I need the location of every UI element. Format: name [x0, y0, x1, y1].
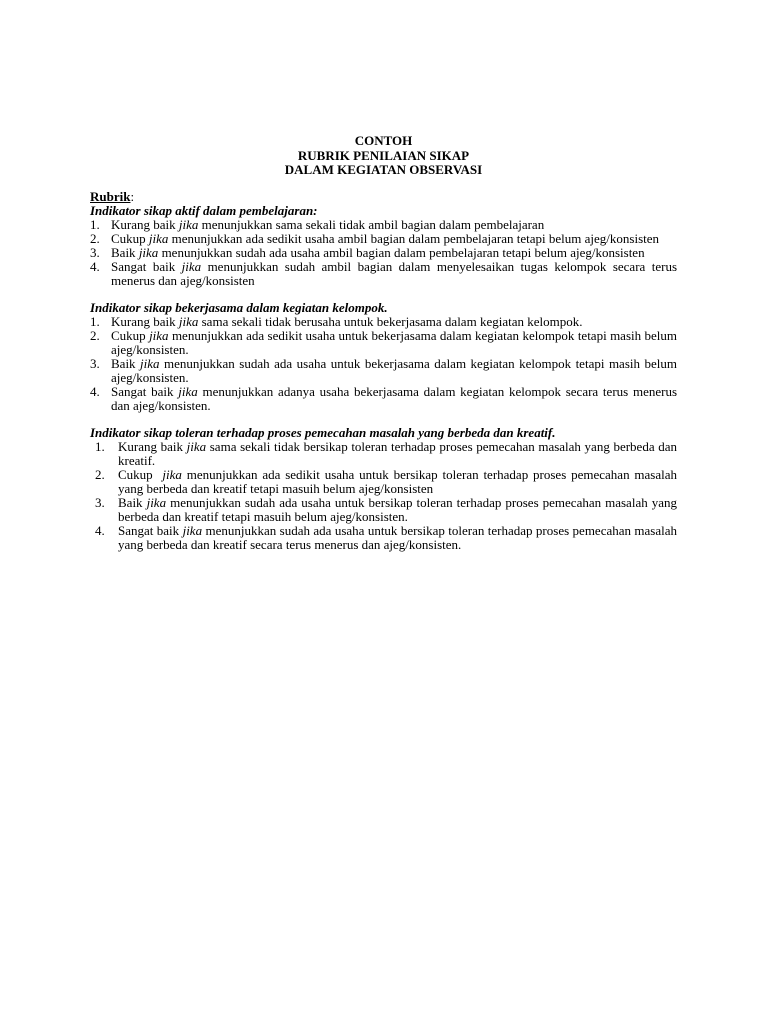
item-text-pre: Sangat baik	[111, 258, 182, 274]
item-number: 4.	[90, 258, 100, 274]
item-text-jika: jika	[148, 230, 169, 246]
list-item	[90, 440, 677, 468]
list-item	[90, 496, 677, 524]
item-text-post: menunjukkan ada sedikit usaha untuk bekerjasama dalam kegiatan kelompok tetapi masih belum ajeg/konsisten.	[111, 327, 678, 357]
indicator-title: Indikator sikap toleran terhadap proses pemecahan masalah yang berbeda dan kreatif.	[90, 424, 556, 440]
item-text-post: menunjukkan adanya usaha bekerjasama dalam kegiatan kelompok secara terus menerus dan ajeg/konsisten.	[111, 383, 677, 413]
list-item	[90, 218, 677, 232]
list-item	[90, 246, 677, 260]
rubric-sections	[90, 204, 677, 552]
item-number: 3.	[90, 244, 100, 260]
title-line-1: CONTOH	[354, 133, 413, 148]
title-line-2: RUBRIK PENILAIAN SIKAP	[297, 147, 470, 163]
criteria-list	[90, 315, 677, 413]
rubrik-label: Rubrik	[90, 188, 131, 204]
item-number: 2.	[95, 466, 105, 482]
item-text	[118, 524, 677, 552]
item-text-jika: jika	[178, 383, 198, 399]
item-text-jika: jika	[162, 466, 182, 482]
item-text-post: sama sekali tidak berusaha untuk bekerjasama dalam kegiatan kelompok.	[198, 313, 583, 329]
item-text-post: menunjukkan sudah ada usaha ambil bagian dalam pembelajaran tetapi belum ajeg/konsisten	[158, 244, 645, 260]
criteria-list	[90, 440, 677, 552]
item-text-post: menunjukkan sudah ada usaha untuk bersikap toleran terhadap proses pemecahan masalah yang berbeda dan kreatif tetapi masuih belum ajeg/konsisten.	[118, 494, 677, 524]
item-number: 2.	[90, 327, 100, 343]
item-text-pre: Baik	[111, 244, 139, 260]
item-text-jika: jika	[140, 355, 160, 371]
item-text-pre: Baik	[111, 355, 141, 371]
item-text-post: menunjukkan sudah ambil bagian dalam menyelesaikan tugas kelompok secara terus menerus dan ajeg/konsisten	[111, 258, 678, 288]
item-text-jika: jika	[146, 494, 167, 510]
list-item	[90, 357, 677, 385]
list-item	[90, 329, 677, 357]
list-item	[90, 315, 677, 329]
item-text-post: sama sekali tidak bersikap toleran terhadap proses pemecahan masalah yang berbeda dan kreatif.	[118, 438, 677, 468]
indicator-section	[90, 301, 677, 413]
item-text-jika: jika	[181, 258, 202, 274]
item-text-pre: Kurang baik	[111, 216, 179, 232]
item-number: 4.	[95, 522, 105, 538]
document-title	[90, 134, 677, 178]
indicator-title: Indikator sikap bekerjasama dalam kegiatan kelompok.	[90, 299, 388, 315]
document-page	[90, 134, 677, 552]
item-text-pre: Baik	[118, 494, 147, 510]
indicator-section	[90, 204, 677, 288]
item-text	[111, 260, 677, 288]
item-text-jika: jika	[186, 438, 207, 454]
item-text-pre: Cukup	[111, 230, 149, 246]
item-text-pre: Cukup	[111, 327, 150, 343]
list-item	[90, 260, 677, 288]
list-item	[90, 468, 677, 496]
item-number: 1.	[90, 313, 100, 329]
item-text	[111, 315, 677, 329]
item-text-jika: jika	[178, 216, 199, 232]
item-text	[111, 385, 677, 413]
item-number: 1.	[95, 438, 105, 454]
indicator-title: Indikator sikap aktif dalam pembelajaran:	[90, 202, 318, 218]
item-number: 3.	[90, 355, 100, 371]
rubrik-heading	[90, 190, 677, 204]
item-text-jika: jika	[182, 522, 203, 538]
item-text	[111, 218, 677, 232]
item-text-post: menunjukkan sama sekali tidak ambil bagian dalam pembelajaran	[198, 216, 545, 232]
item-text-pre: Sangat baik	[118, 522, 183, 538]
item-number: 4.	[90, 383, 100, 399]
item-text-pre: Cukup	[118, 466, 163, 482]
item-text	[118, 440, 677, 468]
item-text-jika: jika	[178, 313, 199, 329]
item-text	[111, 232, 677, 246]
item-text-post: menunjukkan ada sedikit usaha untuk bersikap toleran terhadap proses pemecahan masalah yang berbeda dan kreatif tetapi masuih belum ajeg/konsisten	[118, 466, 678, 496]
list-item	[90, 385, 677, 413]
item-text	[111, 329, 677, 357]
item-number: 1.	[90, 216, 100, 232]
item-text-post: menunjukkan ada sedikit usaha ambil bagian dalam pembelajaran tetapi belum ajeg/konsisten	[168, 230, 660, 246]
item-text	[111, 246, 677, 260]
item-text-post: menunjukkan sudah ada usaha untuk bersikap toleran terhadap proses pemecahan masalah yang berbeda dan kreatif secara terus menerus dan ajeg/konsisten.	[118, 522, 678, 552]
item-text-pre: Kurang baik	[118, 438, 187, 454]
item-number: 2.	[90, 230, 100, 246]
item-text-pre: Kurang baik	[111, 313, 179, 329]
item-text	[118, 468, 677, 496]
rubrik-colon: :	[130, 188, 135, 204]
item-text-post: menunjukkan sudah ada usaha untuk bekerjasama dalam kegiatan kelompok tetapi masih belum ajeg/konsisten.	[111, 355, 677, 385]
item-text	[118, 496, 677, 524]
item-text-jika: jika	[138, 244, 159, 260]
list-item	[90, 232, 677, 246]
indicator-section	[90, 426, 677, 552]
item-text-jika: jika	[149, 327, 169, 343]
criteria-list	[90, 218, 677, 288]
item-text	[111, 357, 677, 385]
list-item	[90, 524, 677, 552]
title-line-3: DALAM KEGIATAN OBSERVASI	[284, 162, 483, 177]
item-number: 3.	[95, 494, 105, 510]
item-text-pre: Sangat baik	[111, 383, 179, 399]
